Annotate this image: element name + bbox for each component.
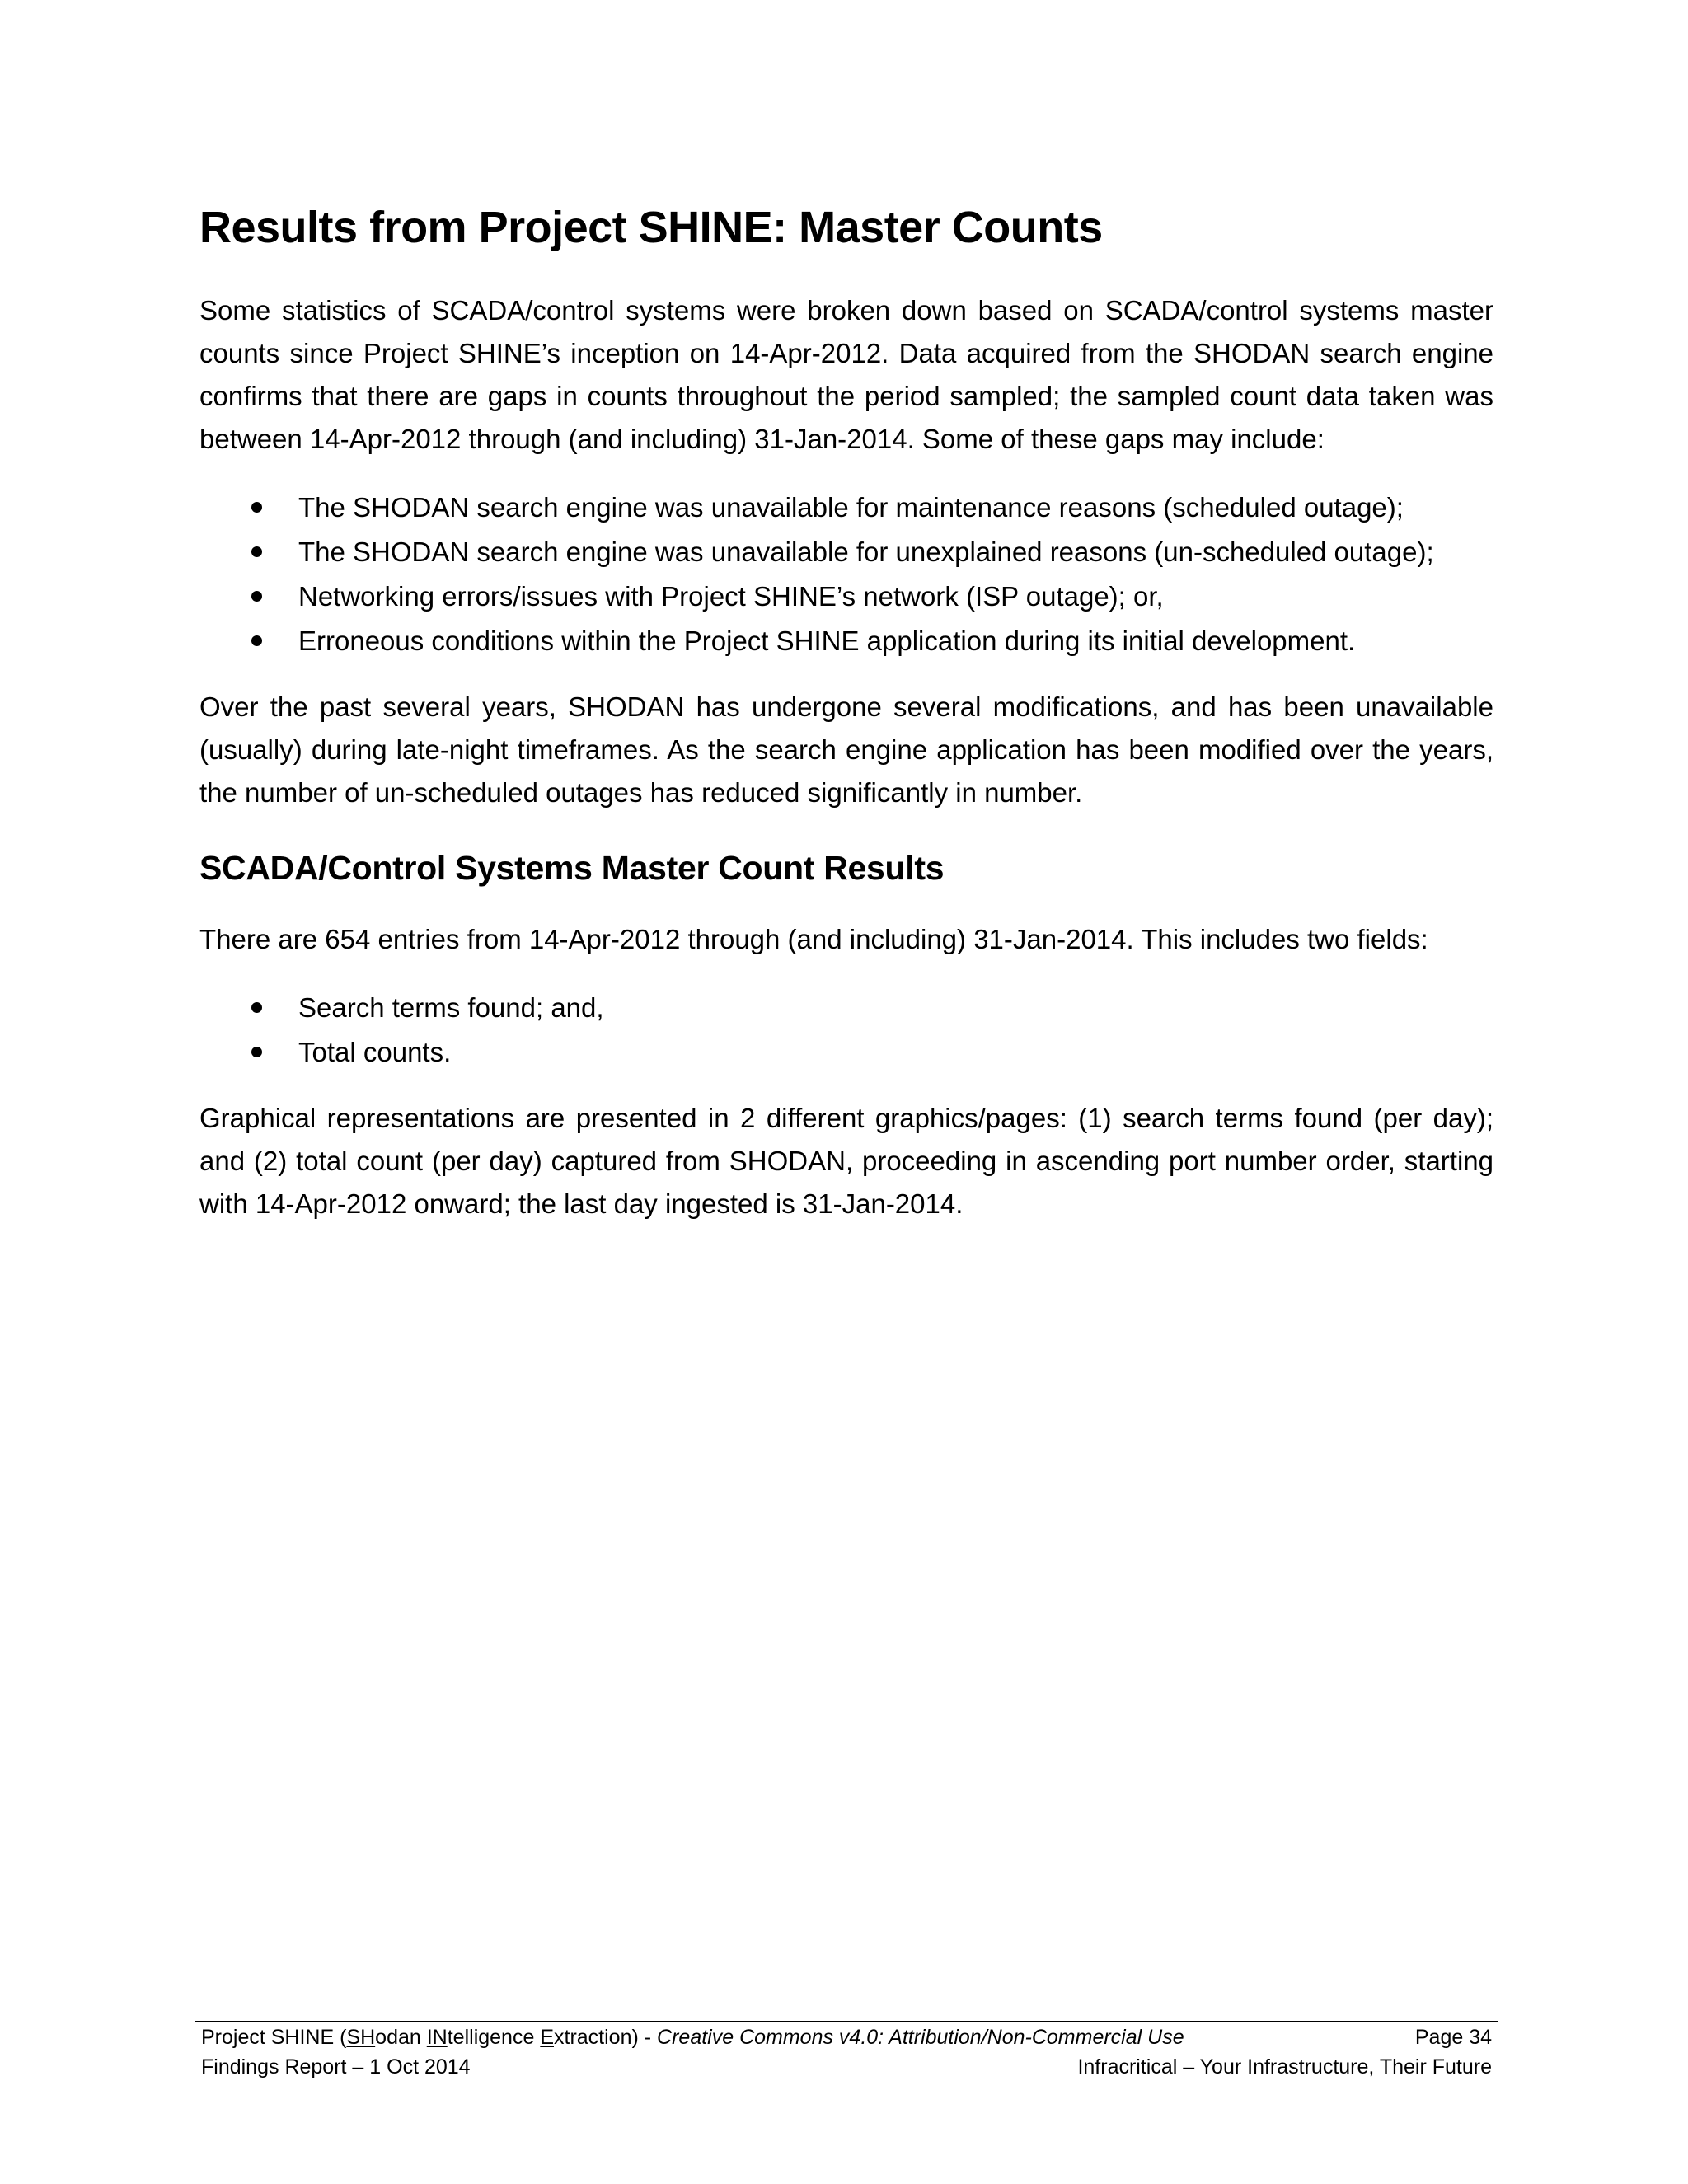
list-item-text: Total counts.: [298, 1037, 452, 1067]
list-item: [199, 1030, 1493, 1075]
bullet-icon: [251, 502, 262, 513]
list-item: [199, 986, 1493, 1030]
entries-paragraph: There are 654 entries from 14-Apr-2012 through (and including) 31-Jan-2014. This includes two fields:: [199, 924, 1428, 954]
page-content: [199, 198, 1493, 1226]
footer-row-2: [195, 2052, 1498, 2082]
intro-paragraph: Some statistics of SCADA/control systems were broken down based on SCADA/control systems master counts since Project SHINE’s inception on 14-Apr-2012. Data acquired from the SHODAN search engine confirms that there are gaps in counts throughout the period sampled; the sampled count data taken was between 14-Apr-2012 through (and including) 31-Jan-2014. Some of these gaps may include:: [199, 295, 1493, 454]
footer-project-title: Project SHINE (SHodan INtelligence Extraction) - Creative Commons v4.0: Attribution/Non-Commercial Use: [201, 2026, 1184, 2049]
list-item-text: Erroneous conditions within the Project SHINE application during its initial development.: [298, 626, 1356, 656]
footer-row-1: [195, 2022, 1498, 2052]
list-item-text: The SHODAN search engine was unavailable for unexplained reasons (un-scheduled outage);: [298, 537, 1434, 567]
footer-page-number: Page 34: [1414, 2026, 1492, 2049]
list-item-text: The SHODAN search engine was unavailable for maintenance reasons (scheduled outage);: [298, 492, 1404, 523]
gap-reasons-list: [199, 485, 1493, 663]
fields-list: [199, 986, 1493, 1075]
bullet-icon: [251, 635, 262, 646]
footer-tagline: Infracritical – Your Infrastructure, Their Future: [1077, 2055, 1492, 2079]
page-footer: [195, 2021, 1498, 2082]
bullet-icon: [251, 546, 262, 557]
list-item: [199, 485, 1493, 530]
bullet-icon: [251, 1002, 262, 1013]
list-item: [199, 530, 1493, 574]
page-title: Results from Project SHINE: Master Counts: [199, 203, 1103, 252]
list-item: [199, 619, 1493, 663]
bullet-icon: [251, 591, 262, 602]
footer-report-date: Findings Report – 1 Oct 2014: [201, 2055, 471, 2079]
list-item-text: Networking errors/issues with Project SHINE’s network (ISP outage); or,: [298, 581, 1164, 612]
section-heading: SCADA/Control Systems Master Count Results: [199, 849, 945, 887]
outage-paragraph: Over the past several years, SHODAN has undergone several modifications, and has been unavailable (usually) during late-night timeframes. As the search engine application has been modified over the years, the number of un-scheduled outages has reduced significantly in number.: [199, 691, 1493, 808]
list-item-text: Search terms found; and,: [298, 992, 604, 1023]
footer-license: Creative Commons v4.0: Attribution/Non-Commercial Use: [657, 2026, 1184, 2049]
list-item: [199, 574, 1493, 619]
bullet-icon: [251, 1047, 262, 1057]
graphics-paragraph: Graphical representations are presented in 2 different graphics/pages: (1) search terms found (per day); and (2) total count (per day) captured from SHODAN, proceeding in ascending port number order, starting with 14-Apr-2012 onward; the last day ingested is 31-Jan-2014.: [199, 1103, 1493, 1219]
